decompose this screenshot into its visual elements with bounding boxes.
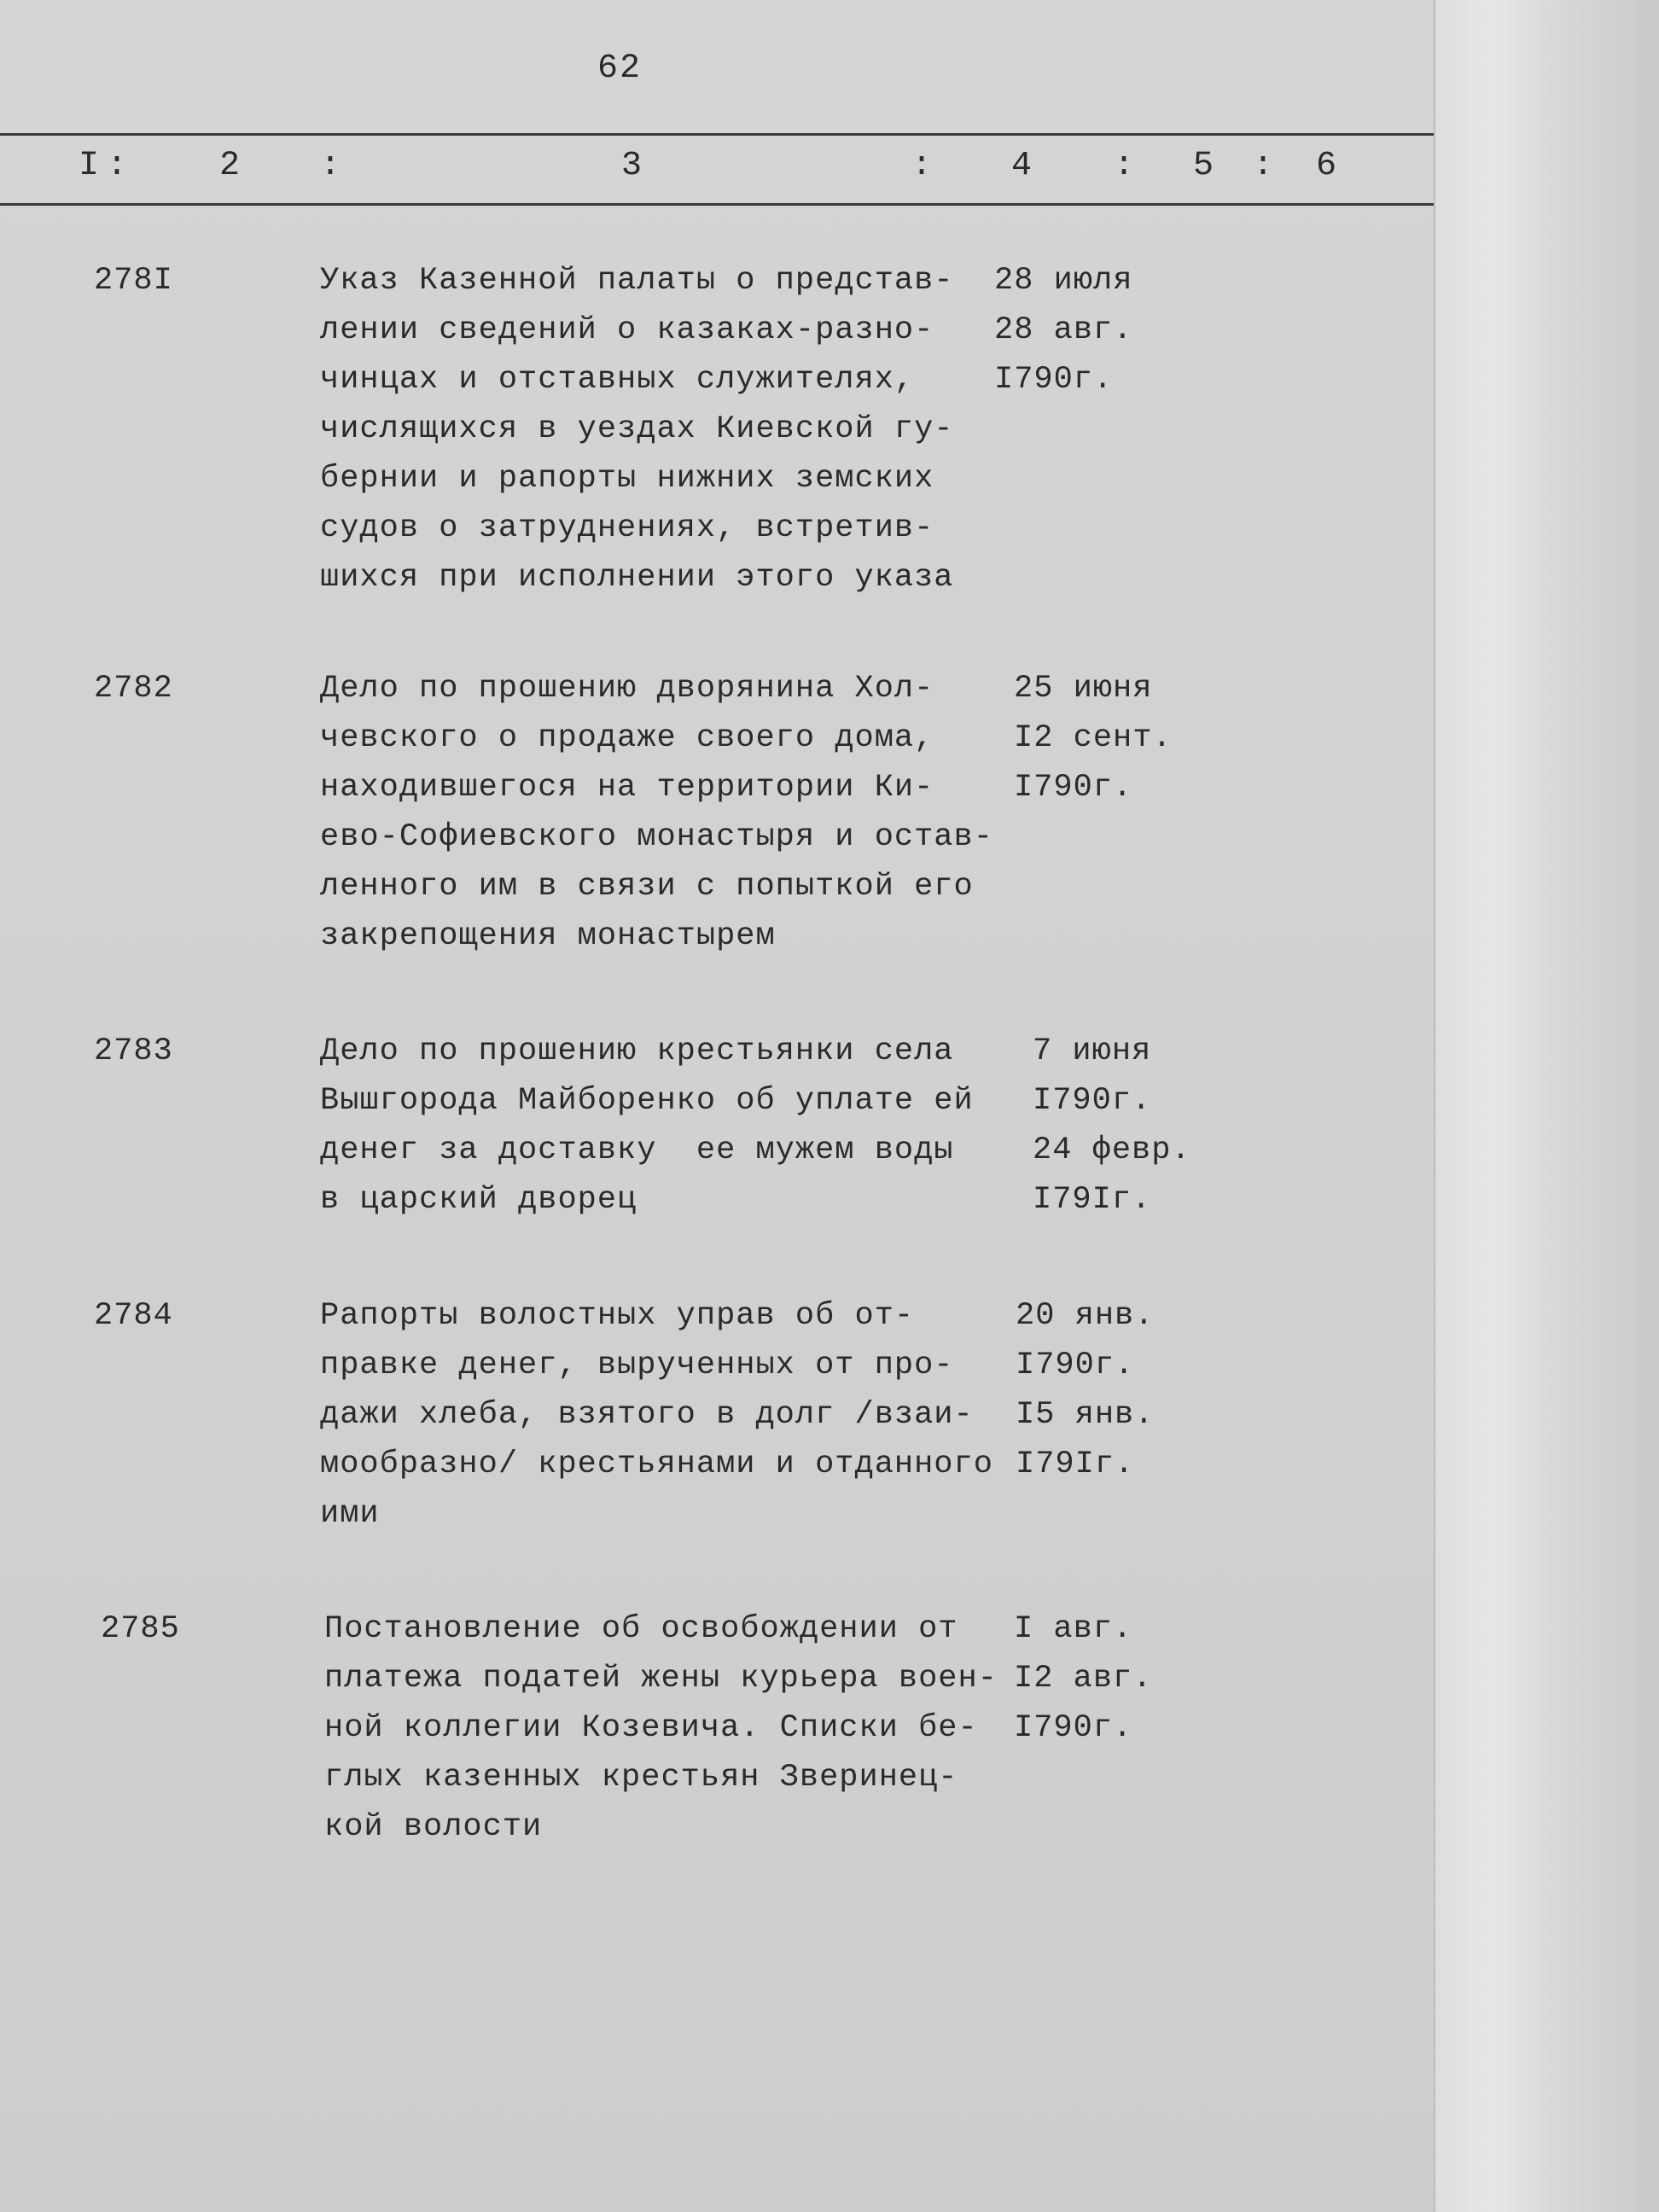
date-line: I790г. [1014, 770, 1133, 806]
entry-description [320, 664, 1020, 961]
entry-dates [994, 256, 1216, 405]
date-line: I79Iг. [1016, 1447, 1135, 1482]
date-line: 25 июня [1014, 671, 1153, 707]
date-line: I79Iг. [1033, 1182, 1152, 1218]
description-line: дажи хлеба, взятого в долг /взаи- [320, 1397, 974, 1433]
adjacent-page-edge [1434, 0, 1659, 2212]
description-line: Вышгорода Майборенко об уплате ей [320, 1083, 974, 1119]
description-line: судов о затруднениях, встретив- [320, 510, 934, 546]
entry-dates [1016, 1291, 1237, 1489]
column-separator: : [911, 147, 933, 185]
description-line: находившегося на территории Ки- [320, 770, 934, 806]
description-line: мообразно/ крестьянами и отданного [320, 1447, 993, 1482]
column-separator: : [320, 147, 341, 185]
date-line: I2 авг. [1014, 1661, 1153, 1697]
description-line: Рапорты волостных управ об от- [320, 1298, 915, 1334]
description-line: ими [320, 1496, 380, 1532]
description-line: ленного им в связи с попыткой его [320, 869, 974, 905]
date-line: I790г. [994, 362, 1114, 398]
column-header-5: 5 [1193, 147, 1214, 185]
description-line: числящихся в уездах Киевской гу- [320, 411, 954, 447]
date-line: 20 янв. [1016, 1298, 1155, 1334]
description-line: правке денег, вырученных от про- [320, 1348, 954, 1383]
date-line: I790г. [1016, 1348, 1135, 1383]
entry-dates [1033, 1027, 1254, 1225]
column-header-1: I [79, 147, 100, 185]
column-separator: : [107, 147, 128, 185]
entry-dates [1014, 1604, 1236, 1753]
column-separator: : [1253, 147, 1274, 185]
column-header-4: 4 [1011, 147, 1033, 185]
description-line: глых казенных крестьян Зверинец- [324, 1760, 958, 1796]
date-line: 28 июля [994, 263, 1133, 299]
description-line: платежа податей жены курьера воен- [324, 1661, 998, 1697]
entry-description [320, 1027, 1020, 1225]
description-line: чевского о продаже своего дома, [320, 720, 934, 756]
column-header-3: 3 [621, 147, 643, 185]
date-line: I2 сент. [1014, 720, 1173, 756]
date-line: 24 февр. [1033, 1132, 1191, 1168]
description-line: Постановление об освобождении от [324, 1611, 958, 1647]
column-header-2: 2 [219, 147, 241, 185]
entry-description [324, 1604, 1024, 1852]
column-separator: : [1114, 147, 1135, 185]
entry-description [320, 1291, 1020, 1539]
description-line: кой волости [324, 1809, 543, 1845]
entry-dates [1014, 664, 1236, 812]
description-line: в царский дворец [320, 1182, 637, 1218]
page-number: 62 [597, 49, 643, 88]
date-line: 7 июня [1033, 1033, 1152, 1069]
date-line: 28 авг. [994, 312, 1133, 348]
description-line: денег за доставку ее мужем воды [320, 1132, 954, 1168]
date-line: I790г. [1014, 1710, 1133, 1746]
description-line: закрепощения монастырем [320, 918, 776, 954]
header-rule-top [0, 133, 1434, 136]
description-line: Дело по прошению крестьянки села [320, 1033, 954, 1069]
description-line: Указ Казенной палаты о представ- [320, 263, 954, 299]
column-header-6: 6 [1316, 147, 1337, 185]
description-line: шихся при исполнении этого указа [320, 560, 954, 596]
description-line: лении сведений о казаках-разно- [320, 312, 934, 348]
entry-number: 2785 [101, 1611, 180, 1647]
description-line: бернии и рапорты нижних земских [320, 461, 934, 497]
date-line: I авг. [1014, 1611, 1133, 1647]
entry-description [320, 256, 1020, 602]
description-line: Дело по прошению дворянина Хол- [320, 671, 934, 707]
date-line: I5 янв. [1016, 1397, 1155, 1433]
header-rule-bottom [0, 203, 1434, 206]
entry-number: 2783 [94, 1033, 173, 1069]
entry-number: 278I [94, 263, 173, 299]
date-line: I790г. [1033, 1083, 1152, 1119]
description-line: ной коллегии Козевича. Списки бе- [324, 1710, 978, 1746]
description-line: ево-Софиевского монастыря и остав- [320, 819, 993, 855]
entry-number: 2782 [94, 671, 173, 707]
entry-number: 2784 [94, 1298, 173, 1334]
description-line: чинцах и отставных служителях, [320, 362, 915, 398]
